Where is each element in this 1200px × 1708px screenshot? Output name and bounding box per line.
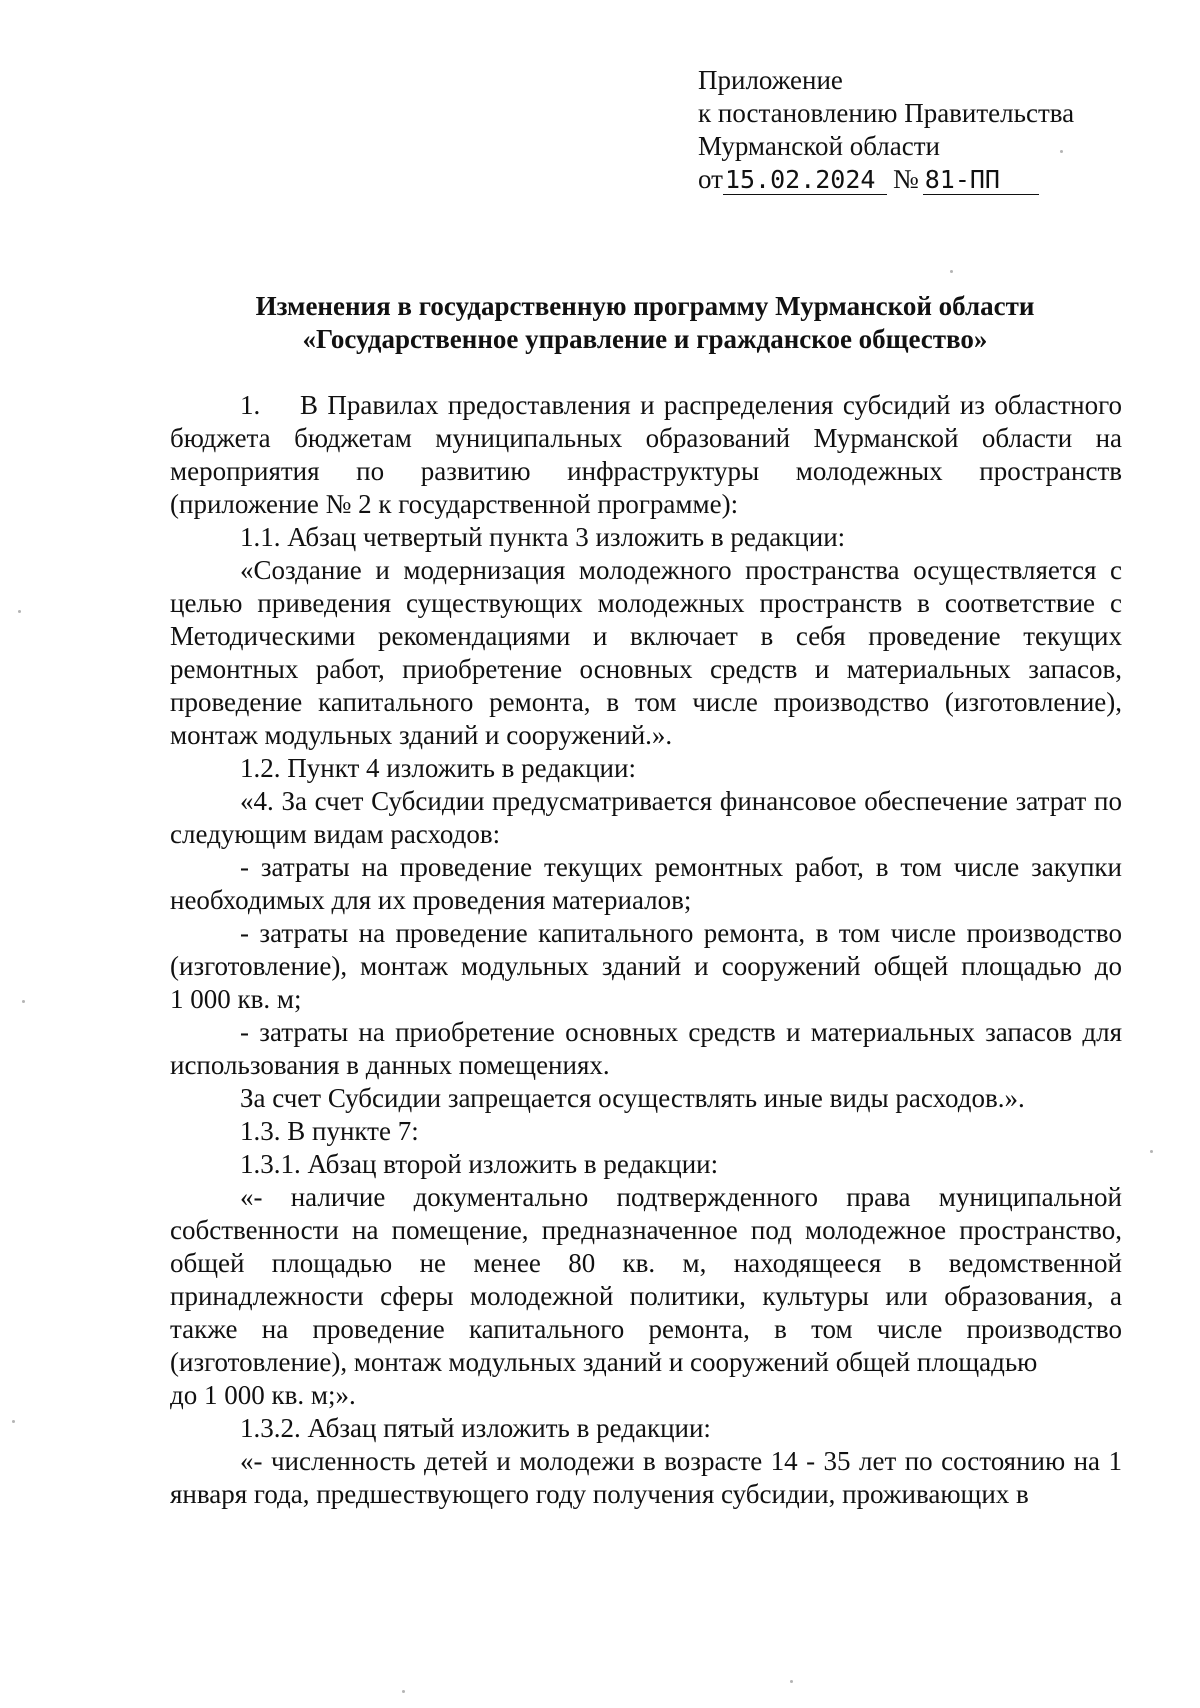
scan-speck (18, 610, 21, 613)
paragraph-1-2: 1.2. Пункт 4 изложить в редакции: (240, 753, 636, 783)
paragraph-expense-2-text: - затраты на проведение капитального ремонта, в том числе производство (изготовление), монтаж модульных зданий и сооружений общей площадью (170, 918, 1122, 981)
paragraph-1-3-1: 1.3.1. Абзац второй изложить в редакции: (240, 1149, 719, 1179)
paragraph-quote-4: «- численность детей и молодежи в возрасте 14 - 35 лет по состоянию на 1 января года, предшествующего году получения субсидии, проживающих в (170, 1446, 1122, 1509)
paragraph-quote-3: «- наличие документально подтвержденного права муниципальной собственности на помещение, предназначенное под молодежное пространство, общей площадью не менее 80 кв. м, находящееся в ведомственной принадлежности сферы молодежной политики, культуры или образования, а также на проведение капитального ремонта, в том числе производство (изготовление), монтаж модульных зданий и сооружений общей площадью (170, 1182, 1122, 1377)
paragraph-1-3: 1.3. В пункте 7: (240, 1116, 419, 1146)
paragraph-1-3-2: 1.3.2. Абзац пятый изложить в редакции: (240, 1413, 711, 1443)
paragraph-1 (170, 389, 1122, 521)
decree-date: 15.02.2024 (723, 166, 887, 195)
document-body (170, 389, 1122, 1511)
document-title (170, 290, 1120, 356)
title-line-1: Изменения в государственную программу Мурманской области (255, 291, 1035, 321)
scan-speck (402, 1690, 405, 1693)
appendix-date-line (698, 163, 1074, 196)
paragraph-prohibition: За счет Субсидии запрещается осуществлять иные виды расходов.». (240, 1083, 1025, 1113)
paragraph-1-1: 1.1. Абзац четвертый пункта 3 изложить в редакции: (240, 522, 846, 552)
paragraph-quote-2: «4. За счет Субсидии предусматривается финансовое обеспечение затрат по следующим видам расходов: (170, 786, 1122, 849)
paragraph-expense-2 (170, 917, 1122, 983)
paragraph-expense-1: - затраты на проведение текущих ремонтных работ, в том числе закупки необходимых для их проведения материалов; (170, 852, 1122, 915)
scan-speck (950, 270, 953, 273)
scan-speck (1060, 150, 1063, 153)
decree-number: 81-ПП (923, 166, 1039, 195)
paragraph-quote-3-area: до 1 000 кв. м;». (170, 1380, 356, 1410)
appendix-region: Мурманской области (698, 131, 940, 161)
paragraph-1-number: 1. (240, 390, 261, 420)
scan-speck (12, 1420, 15, 1423)
scan-speck (1150, 1150, 1153, 1153)
paragraph-expense-2-tail: до (1094, 951, 1123, 981)
appendix-block (698, 64, 1074, 196)
number-sign: № (892, 164, 919, 194)
from-prefix: от (698, 164, 723, 194)
paragraph-expense-2-area: 1 000 кв. м; (170, 984, 302, 1014)
appendix-title: Приложение (698, 65, 843, 95)
paragraph-1-text: В Правилах предоставления и распределения субсидий из областного бюджета бюджетам муниципальных образований Мурманской области на мероприятия по развитию инфраструктуры молодежных пространств (приложение № 2 к государственной программе): (170, 390, 1122, 519)
scan-speck (22, 1000, 25, 1003)
paragraph-quote-1: «Создание и модернизация молодежного пространства осуществляется с целью приведения существующих молодежных пространств в соответствие с Методическими рекомендациями и включает в себя проведение текущих ремонтных работ, приобретение основных средств и материальных запасов, проведение капитального ремонта, в том числе производство (изготовление), монтаж модульных зданий и сооружений.». (170, 555, 1122, 750)
paragraph-expense-3: - затраты на приобретение основных средств и материальных запасов для использования в данных помещениях. (170, 1017, 1122, 1080)
appendix-reference: к постановлению Правительства (698, 98, 1075, 128)
scan-speck (790, 1680, 793, 1683)
title-line-2: «Государственное управление и гражданское общество» (302, 324, 988, 354)
